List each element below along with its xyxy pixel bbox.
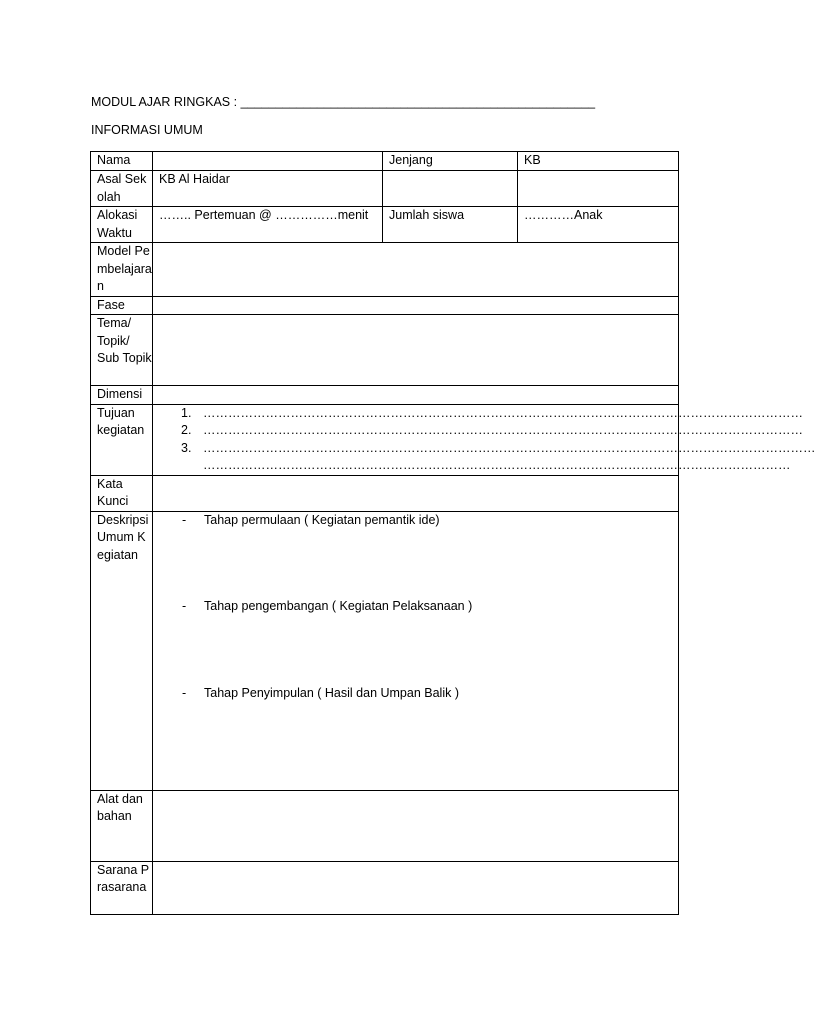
- label-deskripsi: Deskripsi Umum Kegiatan: [91, 511, 153, 790]
- list-item: 3. …………………………………………………………………………………………………………………………………: [181, 440, 816, 455]
- tujuan-list: [159, 405, 816, 475]
- row-fase: [91, 296, 679, 315]
- row-nama: [91, 152, 679, 171]
- label-jenjang: Jenjang: [383, 152, 518, 171]
- stage-penyimpulan: - Tahap Penyimpulan ( Hasil dan Umpan Balik ): [182, 685, 459, 700]
- row-dimensi: [91, 386, 679, 405]
- value-deskripsi[interactable]: [153, 511, 679, 790]
- empty-cell[interactable]: [518, 171, 679, 207]
- stage-pengembangan: - Tahap pengembangan ( Kegiatan Pelaksanaan ): [182, 599, 473, 613]
- value-asal-sekolah[interactable]: KB Al Haidar: [153, 171, 383, 207]
- row-alat-bahan: [91, 790, 679, 861]
- row-deskripsi: [91, 511, 679, 790]
- row-tujuan: [91, 404, 679, 475]
- row-sarana: [91, 861, 679, 914]
- value-jenjang[interactable]: KB: [518, 152, 679, 171]
- value-alat-bahan[interactable]: [153, 790, 679, 861]
- value-jumlah-siswa[interactable]: …………Anak: [518, 207, 679, 243]
- value-fase[interactable]: [153, 296, 679, 315]
- value-sarana[interactable]: [153, 861, 679, 914]
- row-kata-kunci: [91, 475, 679, 511]
- list-item: 2. ………………………………………………………………………………………………………………………………: [181, 423, 803, 437]
- label-asal-sekolah: Asal Sekolah: [91, 171, 153, 207]
- row-tema: [91, 315, 679, 386]
- value-tema[interactable]: [153, 315, 679, 386]
- label-nama: Nama: [91, 152, 153, 171]
- value-dimensi[interactable]: [153, 386, 679, 405]
- label-model: Model Pembelajaran: [91, 243, 153, 297]
- label-kata-kunci: Kata Kunci: [91, 475, 153, 511]
- value-kata-kunci[interactable]: [153, 475, 679, 511]
- label-tujuan: Tujuan kegiatan: [91, 404, 153, 475]
- empty-cell[interactable]: [383, 171, 518, 207]
- label-sarana: Sarana Prasarana: [91, 861, 153, 914]
- document-title: MODUL AJAR RINGKAS : ___________________________________________________: [91, 95, 596, 109]
- row-asal-sekolah: [91, 171, 679, 207]
- info-table: [90, 151, 816, 915]
- value-alokasi-waktu[interactable]: …….. Pertemuan @ ……………menit: [153, 207, 383, 243]
- label-alokasi-waktu: Alokasi Waktu: [91, 207, 153, 243]
- stage-permulaan: - Tahap permulaan ( Kegiatan pemantik ide): [182, 512, 440, 527]
- row-alokasi-waktu: [91, 207, 679, 243]
- label-fase: Fase: [91, 296, 153, 315]
- label-alat-bahan: Alat dan bahan: [91, 790, 153, 861]
- label-dimensi: Dimensi: [91, 386, 153, 405]
- section-heading: INFORMASI UMUM: [91, 123, 203, 137]
- row-model: [91, 243, 679, 297]
- value-tujuan[interactable]: [153, 404, 816, 475]
- value-nama[interactable]: [153, 152, 383, 171]
- label-tema: Tema/ Topik/ Sub Topik: [91, 315, 153, 386]
- label-jumlah-siswa: Jumlah siswa: [383, 207, 518, 243]
- value-model[interactable]: [153, 243, 679, 297]
- list-item: 1. ………………………………………………………………………………………………………………………………: [181, 405, 803, 420]
- list-item-continuation: ……………………………………………………………………………………………………………………………: [203, 458, 791, 472]
